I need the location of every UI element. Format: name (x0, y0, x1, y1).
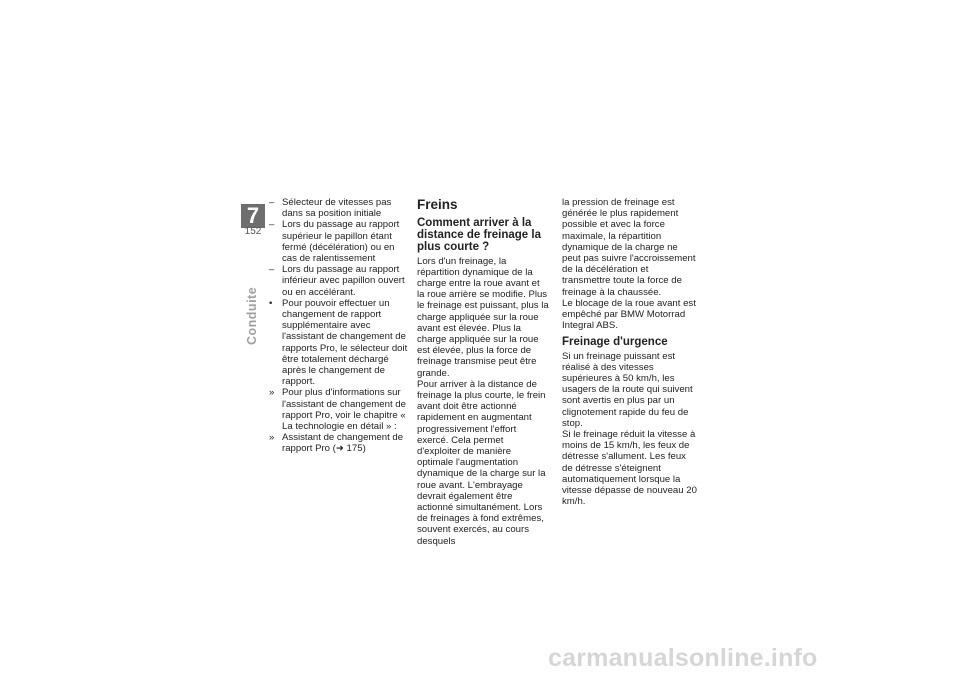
column-2 (417, 197, 549, 547)
subsection-heading: Comment arriver à la distance de freinage la plus courte ? (417, 217, 541, 254)
section-label: Conduite (245, 286, 259, 345)
column-1 (268, 197, 408, 455)
paragraph: Le blocage de la roue avant est empêché par BMW Motorrad Integral ABS. (562, 297, 696, 332)
subsection-heading: Freinage d'urgence (562, 336, 668, 349)
dash-marker: – (269, 264, 275, 276)
list-item-text: Sélecteur de vitesses pas dans sa position initiale (282, 197, 392, 220)
watermark: carmanualsonline.info (548, 644, 818, 672)
list-item (268, 219, 408, 264)
reference-item[interactable] (268, 432, 408, 454)
chapter-number-badge: 7 (241, 204, 265, 228)
section-heading: Freins (417, 197, 458, 212)
reference-marker: » (269, 387, 275, 399)
paragraph: Si le freinage réduit la vitesse à moins de 15 km/h, les feux de détresse s'allument. Les feux de détresse s'éteignent automatiquement lorsque la vitesse dépasse de nouveau 20 km/h. (562, 429, 697, 508)
reference-link[interactable]: Assistant de changement de rapport Pro (➜ 175) (282, 432, 404, 455)
bullet-marker: • (269, 297, 273, 309)
page-number: 152 (244, 226, 262, 237)
list-item-text: Lors du passage au rapport supérieur le papillon étant fermé (décélération) ou en cas de ralentissement (282, 219, 400, 265)
paragraph: Pour arriver à la distance de freinage la plus courte, le frein avant doit être actionné rapidement en augmentant progressivement l'effort exercé. Cela permet d'exploiter de manière optimale l'augmentation dynamique de la charge sur la roue avant. L'embrayage devrait également être actionné simultanément. Lors de freinages à fond extrêmes, souvent exercés, au cours desquels (417, 378, 546, 547)
paragraph: la pression de freinage est générée le plus rapidement possible et avec la force maximale, la répartition dynamique de la charge ne peut pas suivre l'accroissement de la décélération et transmettre toute la force de freinage à la chaussée. (562, 197, 696, 298)
reference-marker: » (269, 432, 275, 444)
list-item-text: Lors du passage au rapport inférieur avec papillon ouvert ou en accélérant. (282, 264, 405, 298)
note-text: Pour pouvoir effectuer un changement de rapport supplémentaire avec l'assistant de changement de rapports Pro, le sélecteur doit être totalement déchargé après le changement de rapport. (282, 297, 408, 388)
list-item (268, 264, 408, 298)
reference-item (268, 387, 408, 432)
column-3 (562, 197, 698, 507)
note-item (268, 298, 408, 388)
dash-marker: – (269, 219, 275, 231)
paragraph: Si un freinage puissant est réalisé à des vitesses supérieures à 50 km/h, les usagers de la route qui suivent sont avertis en plus par un clignotement rapide du feu de stop. (562, 350, 693, 429)
list-item (268, 197, 408, 219)
paragraph: Lors d'un freinage, la répartition dynamique de la charge entre la roue avant et la roue arrière se modifie. Plus le freinage est puissant, plus la charge appliquée sur la roue avant est élevée. Plus la charge appliquée sur la roue est élevée, plus la force de freinage transmise peut être grande. (417, 255, 549, 379)
reference-text: Pour plus d'informations sur l'assistant de changement de rapport Pro, voir le chapitre « La technologie en détail » : (282, 387, 406, 433)
dash-marker: – (269, 197, 275, 208)
